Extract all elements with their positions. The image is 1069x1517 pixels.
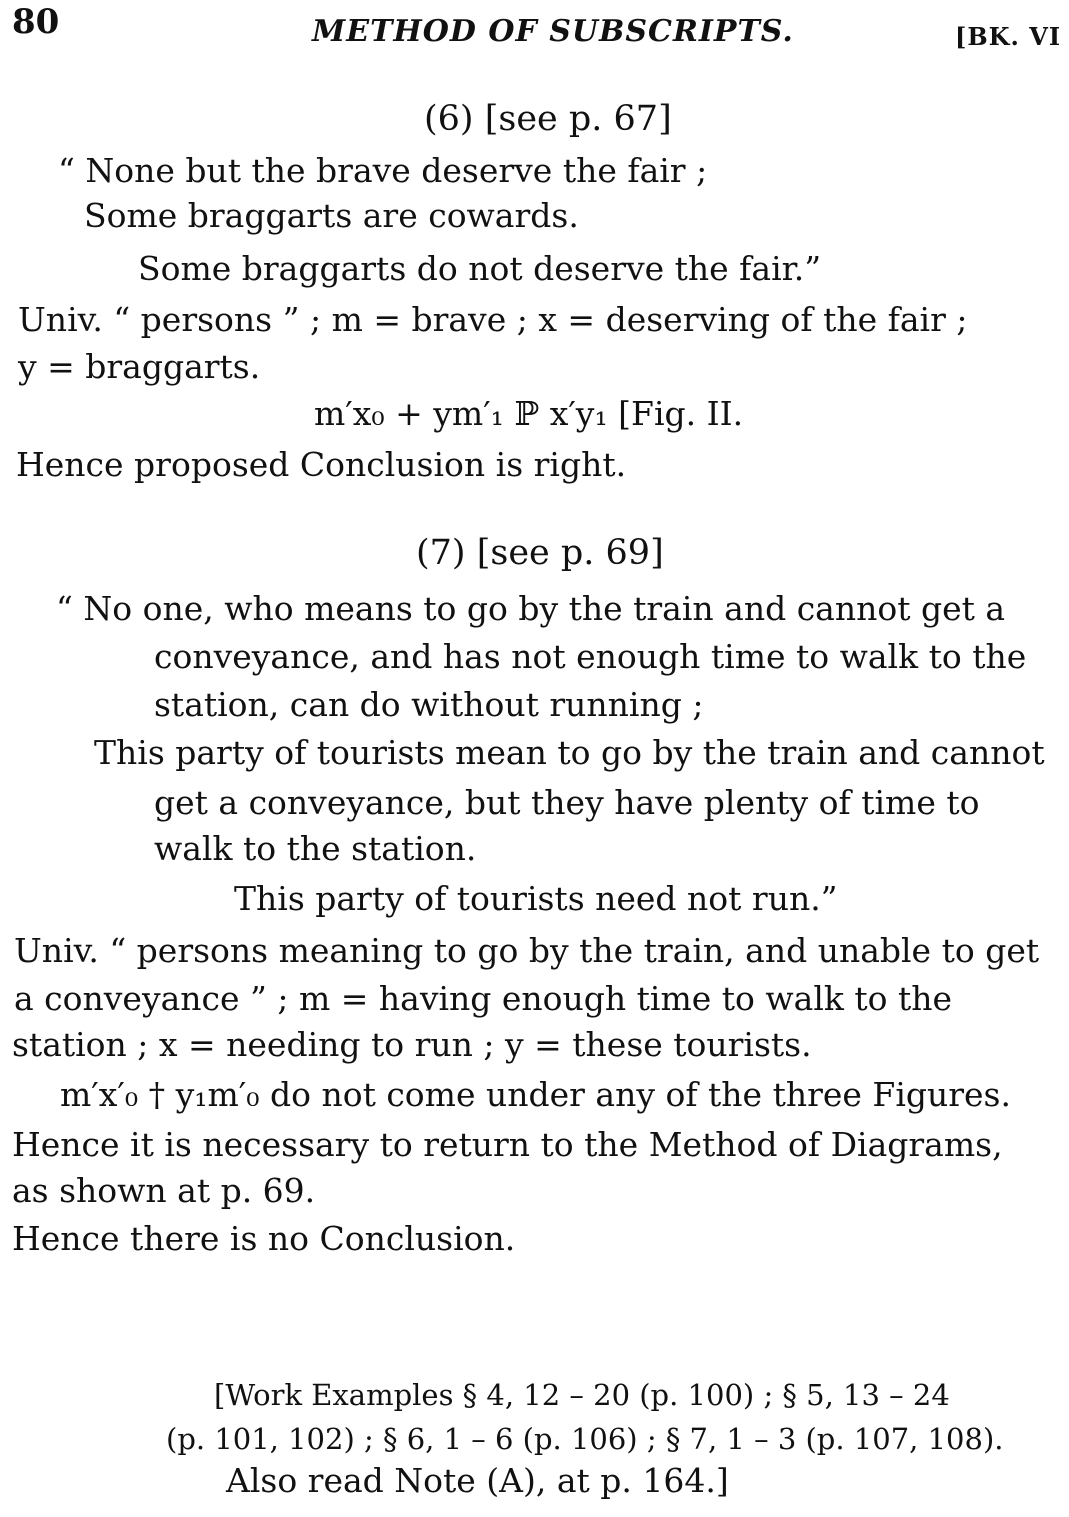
example-7-premise-2-line-2: get a conveyance, but they have plenty of time to bbox=[154, 783, 980, 822]
example-6-univ-line-2: y = braggarts. bbox=[18, 347, 261, 386]
example-7-univ-line-1: Univ. “ persons meaning to go by the train, and unable to get bbox=[14, 931, 1040, 970]
example-6-heading: (6) [see p. 67] bbox=[424, 99, 672, 139]
example-7-premise-1-line-2: conveyance, and has not enough time to walk to the bbox=[154, 637, 1027, 676]
example-6-univ-line-1: Univ. “ persons ” ; m = brave ; x = deserving of the fair ; bbox=[18, 300, 968, 339]
example-6-premise-2: Some braggarts are cowards. bbox=[84, 196, 579, 235]
example-6-formula: m′x₀ + ym′₁ ℙ x′y₁ [Fig. II. bbox=[314, 394, 744, 433]
example-7-premise-1-line-3: station, can do without running ; bbox=[154, 685, 704, 724]
footer-note-line-3: Also read Note (A), at p. 164.] bbox=[226, 1461, 729, 1500]
example-7-premise-2-line-3: walk to the station. bbox=[154, 829, 477, 868]
example-7-formula-line: m′x′₀ † y₁m′₀ do not come under any of the three Figures. bbox=[60, 1075, 1011, 1114]
example-7-univ-line-3: station ; x = needing to run ; y = these tourists. bbox=[12, 1025, 812, 1064]
example-7-remark-line-2: as shown at p. 69. bbox=[12, 1171, 316, 1210]
page-number: 80 bbox=[12, 2, 60, 42]
example-6-conclusion: Some braggarts do not deserve the fair.” bbox=[138, 249, 822, 288]
example-7-premise-1-line-1: “ No one, who means to go by the train and cannot get a bbox=[56, 589, 1006, 628]
example-6-premise-1: “ None but the brave deserve the fair ; bbox=[58, 151, 708, 190]
footer-note-line-2: (p. 101, 102) ; § 6, 1 – 6 (p. 106) ; § 7, 1 – 3 (p. 107, 108). bbox=[166, 1422, 1004, 1456]
book-marker: [BK. VI bbox=[955, 22, 1062, 51]
example-7-remark-line-1: Hence it is necessary to return to the Method of Diagrams, bbox=[12, 1125, 1003, 1164]
example-7-result: Hence there is no Conclusion. bbox=[12, 1219, 516, 1258]
example-7-univ-line-2: a conveyance ” ; m = having enough time to walk to the bbox=[14, 979, 953, 1018]
running-title: METHOD OF SUBSCRIPTS. bbox=[312, 14, 794, 49]
example-7-premise-2-line-1: This party of tourists mean to go by the train and cannot bbox=[94, 733, 1045, 772]
example-7-heading: (7) [see p. 69] bbox=[416, 533, 664, 573]
example-6-result: Hence proposed Conclusion is right. bbox=[16, 445, 627, 484]
example-7-conclusion: This party of tourists need not run.” bbox=[234, 879, 838, 918]
footer-note-line-1: [Work Examples § 4, 12 – 20 (p. 100) ; § 5, 13 – 24 bbox=[214, 1378, 950, 1412]
